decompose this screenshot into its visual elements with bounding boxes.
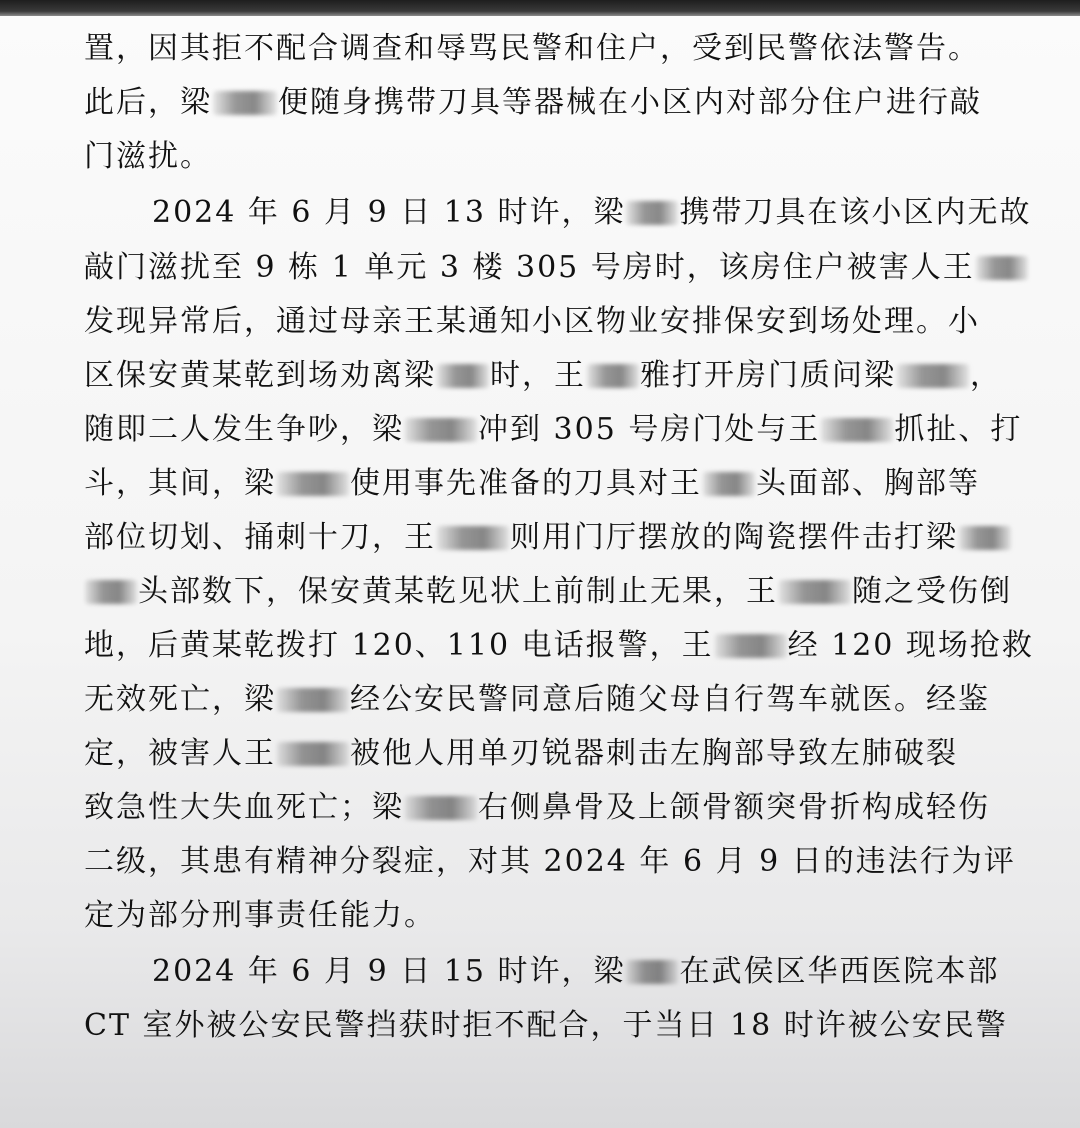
text-line: 门滋扰。 (84, 139, 212, 174)
text-line: 头部数下，保安黄某乾见状上前制止无果，王 随之受伤倒 (84, 565, 1024, 619)
redaction-blur (587, 364, 639, 388)
redaction-blur (277, 688, 349, 712)
text-line: 此后，梁 便随身携带刀具等器械在小区内对部分住户进行敲 (84, 85, 982, 120)
redaction-blur (821, 418, 893, 442)
text-line: CT 室外被公安民警挡获时拒不配合，于当日 18 时许被公安民警 (84, 1008, 1008, 1043)
text-line: 敲门滋扰至 9 栋 1 单元 3 楼 305 号房时，该房住户被害人王 (84, 241, 1024, 295)
text-line: 无效死亡，梁 经公安民警同意后随父母自行驾车就医。经鉴 (84, 682, 990, 717)
text-line: 斗，其间，梁 使用事先准备的刀具对王 头面部、胸部等 (84, 466, 980, 501)
status-bar (0, 0, 1080, 16)
redaction-blur (703, 472, 755, 496)
text-line: 置，因其拒不配合调查和辱骂民警和住户，受到民警依法警告。 (84, 31, 980, 66)
text-line: 致急性大失血死亡；梁 右侧鼻骨及上颌骨额突骨折构成轻伤 (84, 790, 990, 825)
redaction-blur (779, 580, 851, 604)
redaction-blur (626, 201, 678, 225)
redaction-blur (626, 960, 678, 984)
redaction-blur (976, 256, 1028, 280)
redaction-blur (897, 364, 969, 388)
redaction-blur (405, 418, 477, 442)
document-page (0, 16, 1080, 1128)
text-line: 地，后黄某乾拨打 120、110 电话报警，王 经 120 现场抢救 (84, 628, 1034, 663)
redaction-blur (405, 796, 477, 820)
text-line: 随即二人发生争吵，梁 冲到 305 号房门处与王 抓扯、打 (84, 412, 1023, 447)
redaction-blur (277, 742, 349, 766)
text-line: 定，被害人王 被他人用单刃锐器刺击左胸部导致左肺破裂 (84, 736, 958, 771)
text-line: 2024 年 6 月 9 日 15 时许，梁 在武侯区华西医院本部 (152, 954, 1000, 989)
redaction-blur (437, 526, 509, 550)
text-line: 区保安黄某乾到场劝离梁 时，王 雅打开房门质问梁 ， (84, 358, 1002, 393)
text-line: 定为部分刑事责任能力。 (84, 898, 436, 933)
text-line: 部位切划、捅刺十刀，王 则用门厅摆放的陶瓷摆件击打梁 (84, 511, 1024, 565)
redaction-blur (959, 526, 1011, 550)
redaction-blur (715, 634, 787, 658)
text-line: 2024 年 6 月 9 日 13 时许，梁 携带刀具在该小区内无故 (152, 195, 1032, 230)
text-line: 发现异常后，通过母亲王某通知小区物业安排保安到场处理。小 (84, 304, 980, 339)
redaction-blur (437, 364, 489, 388)
redaction-blur (85, 580, 137, 604)
redaction-blur (277, 472, 349, 496)
redaction-blur (213, 91, 277, 115)
text-line: 二级，其患有精神分裂症，对其 2024 年 6 月 9 日的违法行为评 (84, 844, 1016, 879)
